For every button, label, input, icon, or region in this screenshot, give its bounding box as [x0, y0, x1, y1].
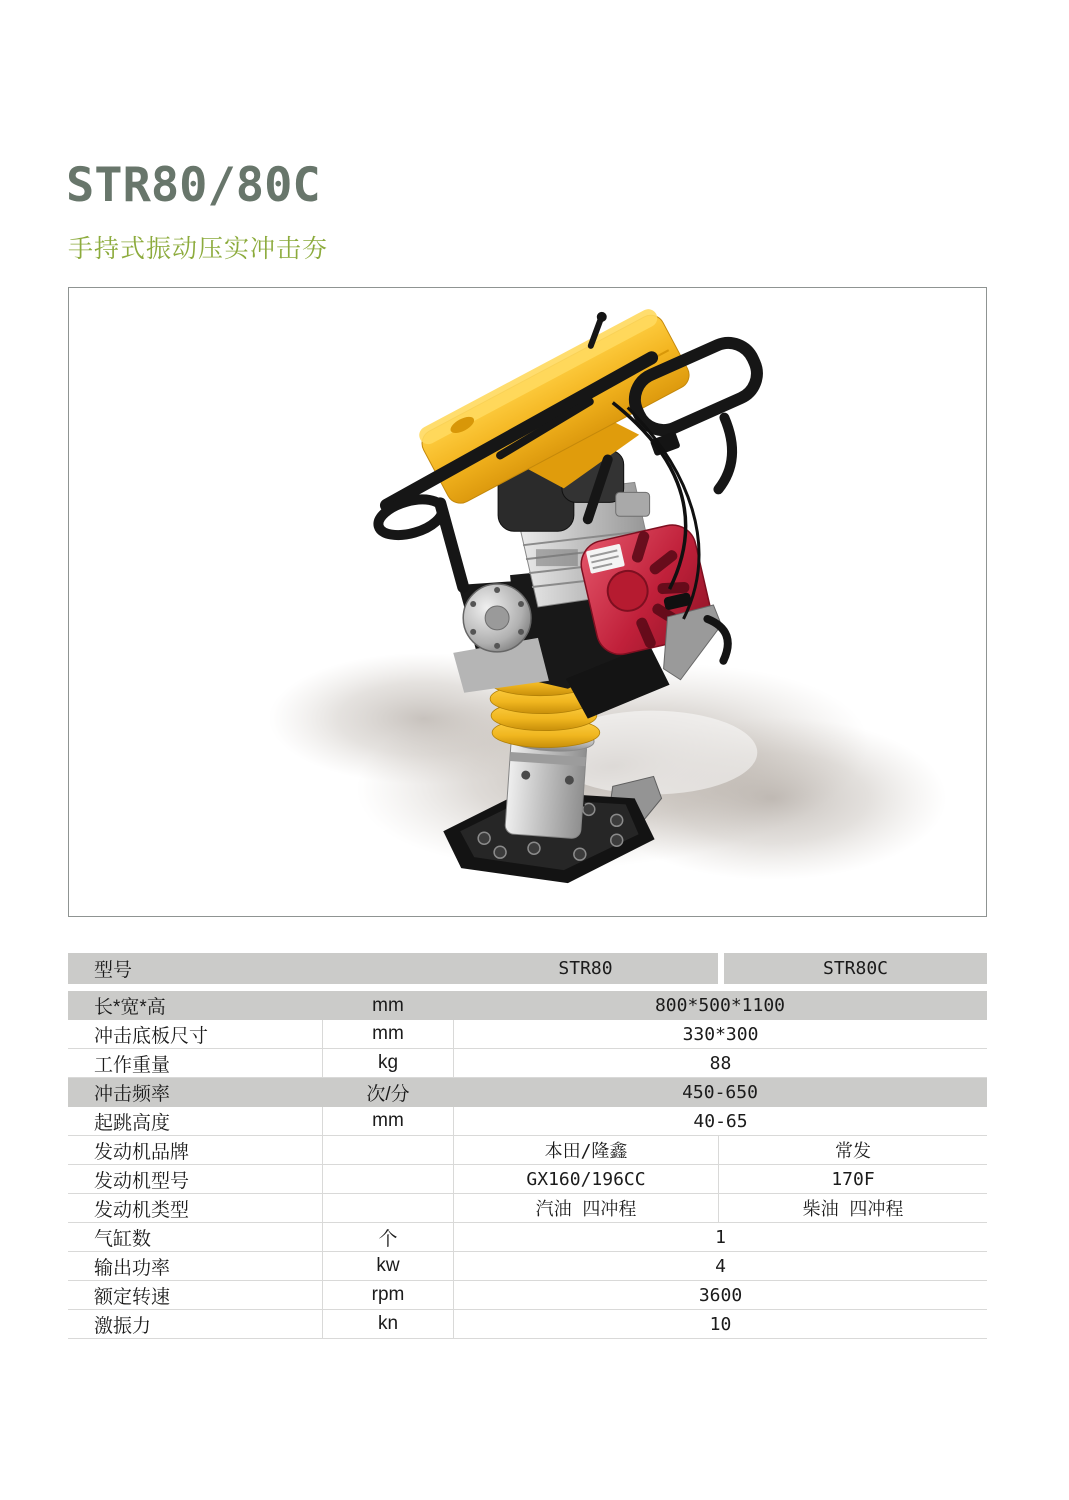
table-cell: 发动机型号	[68, 1165, 323, 1193]
table-cell: 额定转速	[68, 1281, 323, 1309]
table-row	[68, 1223, 987, 1252]
spec-rows	[68, 991, 987, 1339]
table-row	[68, 1281, 987, 1310]
model-b-header: STR80C	[724, 953, 987, 984]
table-cell: 1	[715, 1226, 726, 1248]
table-cell: mm	[372, 994, 404, 1016]
table-row	[68, 1165, 987, 1194]
table-row	[68, 1194, 987, 1223]
table-cell: 柴油 四冲程	[802, 1199, 904, 1220]
table-cell: 3600	[698, 1284, 743, 1306]
table-cell: 10	[709, 1313, 732, 1335]
table-cell: rpm	[323, 1281, 454, 1309]
table-row	[68, 1107, 987, 1136]
table-cell: 450-650	[682, 1082, 758, 1103]
table-row	[68, 1136, 987, 1165]
page-title: STR80/80C	[66, 158, 321, 213]
table-cell: kw	[323, 1252, 454, 1280]
table-cell: 汽油 四冲程	[454, 1194, 719, 1222]
table-cell: 长*宽*高	[94, 997, 166, 1018]
product-image-frame	[68, 287, 987, 917]
spec-header-row	[68, 953, 987, 984]
table-cell: 800*500*1100	[654, 995, 786, 1016]
table-row	[68, 1078, 987, 1107]
product-illustration	[69, 288, 986, 916]
table-cell: 本田/隆鑫	[454, 1136, 719, 1164]
table-cell: kn	[323, 1310, 454, 1338]
table-cell	[323, 1136, 454, 1164]
table-row	[68, 1049, 987, 1078]
table-cell	[323, 1194, 454, 1222]
table-row	[68, 1020, 987, 1049]
table-cell: 激振力	[68, 1310, 323, 1338]
table-cell: 40-65	[693, 1110, 748, 1132]
table-cell: kg	[323, 1049, 454, 1077]
table-cell: 330*300	[682, 1023, 759, 1045]
table-cell: 冲击频率	[94, 1084, 171, 1105]
table-cell: 个	[323, 1223, 454, 1251]
table-cell: 常发	[835, 1141, 871, 1162]
table-cell: 起跳高度	[68, 1107, 323, 1135]
page-subtitle: 手持式振动压实冲击夯	[68, 235, 329, 263]
table-row	[68, 1310, 987, 1339]
model-a-header: STR80	[453, 953, 718, 984]
model-row-label: 型号	[68, 953, 453, 984]
table-cell	[323, 1165, 454, 1193]
table-cell: 170F	[831, 1168, 875, 1190]
table-cell: 88	[709, 1052, 732, 1074]
spec-table	[68, 953, 987, 1339]
table-cell: 气缸数	[68, 1223, 323, 1251]
table-cell: 冲击底板尺寸	[68, 1020, 323, 1048]
table-cell: 工作重量	[68, 1049, 323, 1077]
table-cell: 4	[715, 1255, 726, 1277]
table-cell: mm	[323, 1107, 454, 1135]
table-cell: 发动机品牌	[68, 1136, 323, 1164]
table-row	[68, 1252, 987, 1281]
table-cell: GX160/196CC	[454, 1165, 719, 1193]
table-cell: mm	[323, 1020, 454, 1048]
table-cell: 次/分	[366, 1084, 410, 1105]
table-cell: 输出功率	[68, 1252, 323, 1280]
table-cell: 发动机类型	[68, 1194, 323, 1222]
table-row	[68, 991, 987, 1020]
